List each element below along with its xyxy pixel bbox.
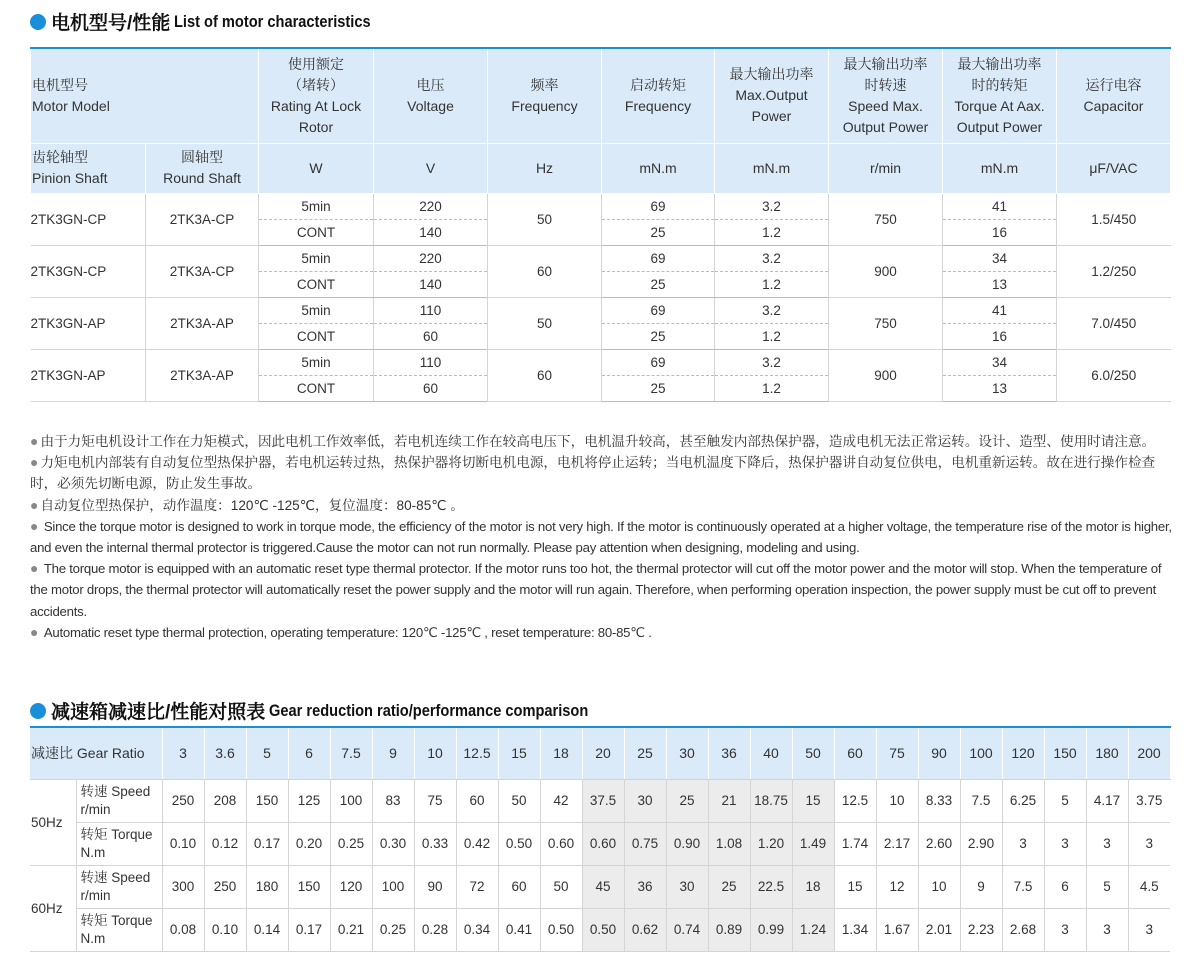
torque-cell: 16: [943, 219, 1057, 245]
value-cell: 0.62: [624, 908, 666, 951]
section-title-zh: 电机型号/性能: [51, 13, 171, 34]
round-model: 2TK3A-CP: [146, 245, 259, 297]
value-cell: 4.5: [1128, 865, 1170, 908]
ratio-cell: 12.5: [456, 727, 498, 779]
speed-cell: 900: [829, 349, 943, 401]
torque-cell: 13: [943, 271, 1057, 297]
value-cell: 150: [246, 779, 288, 822]
rating-cell: 5min: [259, 349, 374, 375]
value-cell: 42: [540, 779, 582, 822]
value-cell: 0.75: [624, 822, 666, 865]
ratio-cell: 180: [1086, 727, 1128, 779]
value-cell: 1.49: [792, 822, 834, 865]
value-cell: 0.21: [330, 908, 372, 951]
voltage-cell: 140: [374, 271, 488, 297]
torque-cell: 34: [943, 245, 1057, 271]
value-cell: 45: [582, 865, 624, 908]
torque-cell: 16: [943, 323, 1057, 349]
value-cell: 0.17: [288, 908, 330, 951]
value-cell: 0.17: [246, 822, 288, 865]
value-cell: 0.10: [162, 822, 204, 865]
torque-cell: 34: [943, 349, 1057, 375]
capacitor-cell: 7.0/450: [1057, 297, 1171, 349]
capacitor-cell: 1.2/250: [1057, 245, 1171, 297]
frequency-cell: 50: [488, 297, 602, 349]
rating-cell: 5min: [259, 297, 374, 323]
value-cell: 3: [1128, 822, 1170, 865]
value-cell: 30: [624, 779, 666, 822]
ratio-cell: 150: [1044, 727, 1086, 779]
value-cell: 0.34: [456, 908, 498, 951]
value-cell: 250: [204, 865, 246, 908]
value-cell: 100: [330, 779, 372, 822]
header-line: 时的转矩: [971, 76, 1028, 93]
value-cell: 1.74: [834, 822, 876, 865]
value-cell: 3: [1128, 908, 1170, 951]
header-line: 时转速: [864, 76, 907, 93]
value-cell: 0.12: [204, 822, 246, 865]
rating-cell: CONT: [259, 323, 374, 349]
header-row: [31, 48, 1171, 143]
value-cell: 60: [498, 865, 540, 908]
header-line: Output Power: [842, 118, 929, 135]
power-cell: 1.2: [715, 219, 829, 245]
header-pinion-shaft: [31, 143, 146, 193]
value-cell: 300: [162, 865, 204, 908]
header-line: Motor Model: [32, 97, 110, 114]
frequency-cell: 60: [488, 245, 602, 297]
round-model: 2TK3A-CP: [146, 193, 259, 245]
start-torque-cell: 25: [602, 375, 715, 401]
pinion-model: 2TK3GN-AP: [31, 297, 146, 349]
value-cell: 15: [792, 779, 834, 822]
value-cell: 1.08: [708, 822, 750, 865]
ratio-cell: 5: [246, 727, 288, 779]
power-cell: 1.2: [715, 323, 829, 349]
unit-cell: mN.m: [602, 143, 715, 193]
header-line: 电压: [416, 76, 445, 93]
bullet-icon: ●: [30, 517, 42, 534]
gear-value-row: [30, 865, 1170, 908]
header-motor-model: [31, 48, 259, 143]
value-cell: 22.5: [750, 865, 792, 908]
value-cell: 90: [414, 865, 456, 908]
value-cell: 30: [666, 865, 708, 908]
pinion-model: 2TK3GN-CP: [31, 193, 146, 245]
header-line: Capacitor: [1083, 97, 1144, 114]
value-cell: 10: [876, 779, 918, 822]
ratio-cell: 3: [162, 727, 204, 779]
gear-ratio-table: [30, 726, 1171, 952]
start-torque-cell: 69: [602, 193, 715, 219]
value-cell: 0.20: [288, 822, 330, 865]
metric-label: 转速 Speed r/min: [76, 779, 162, 822]
value-cell: 0.90: [666, 822, 708, 865]
value-cell: 3: [1002, 822, 1044, 865]
note-item: [30, 622, 1175, 643]
value-cell: 18: [792, 865, 834, 908]
start-torque-cell: 25: [602, 219, 715, 245]
value-cell: 6: [1044, 865, 1086, 908]
gear-ratio-row: [30, 727, 1170, 779]
speed-cell: 750: [829, 193, 943, 245]
ratio-cell: 100: [960, 727, 1002, 779]
value-cell: 1.34: [834, 908, 876, 951]
note-item: [30, 452, 1175, 494]
table-row: [31, 349, 1171, 375]
value-cell: 0.30: [372, 822, 414, 865]
value-cell: 9: [960, 865, 1002, 908]
header-line: Output Power: [956, 118, 1043, 135]
value-cell: 60: [456, 779, 498, 822]
value-cell: 72: [456, 865, 498, 908]
value-cell: 0.14: [246, 908, 288, 951]
ratio-cell: 18: [540, 727, 582, 779]
value-cell: 3: [1044, 908, 1086, 951]
torque-cell: 13: [943, 375, 1057, 401]
value-cell: 12.5: [834, 779, 876, 822]
value-cell: 0.33: [414, 822, 456, 865]
table-row: [31, 193, 1171, 219]
header-rating: [259, 48, 374, 143]
value-cell: 120: [330, 865, 372, 908]
value-cell: 21: [708, 779, 750, 822]
capacitor-cell: 6.0/250: [1057, 349, 1171, 401]
power-cell: 1.2: [715, 375, 829, 401]
power-cell: 3.2: [715, 297, 829, 323]
value-cell: 3.75: [1128, 779, 1170, 822]
value-cell: 0.50: [582, 908, 624, 951]
note-item: [30, 516, 1175, 558]
header-max-power: [715, 48, 829, 143]
unit-cell: mN.m: [715, 143, 829, 193]
gear-ratio-header: 减速比 Gear Ratio: [30, 727, 162, 779]
torque-cell: 41: [943, 193, 1057, 219]
header-line: 最大输出功率: [729, 66, 814, 83]
rating-cell: 5min: [259, 245, 374, 271]
value-cell: 1.24: [792, 908, 834, 951]
value-cell: 0.89: [708, 908, 750, 951]
value-cell: 0.50: [498, 822, 540, 865]
value-cell: 2.68: [1002, 908, 1044, 951]
rating-cell: CONT: [259, 375, 374, 401]
rating-cell: CONT: [259, 219, 374, 245]
power-cell: 3.2: [715, 193, 829, 219]
ratio-cell: 200: [1128, 727, 1170, 779]
value-cell: 25: [708, 865, 750, 908]
voltage-cell: 220: [374, 193, 488, 219]
value-cell: 83: [372, 779, 414, 822]
gear-value-row: [30, 779, 1170, 822]
table-row: [31, 245, 1171, 271]
header-line: 启动转矩: [630, 76, 686, 93]
ratio-cell: 75: [876, 727, 918, 779]
voltage-cell: 220: [374, 245, 488, 271]
value-cell: 3: [1086, 908, 1128, 951]
ratio-cell: 20: [582, 727, 624, 779]
note-item: [30, 558, 1175, 622]
header-line: Max.Output: [735, 87, 808, 104]
header-line: 使用额定: [288, 55, 344, 72]
note-text: 自动复位型热保护，动作温度：120℃ -125℃，复位温度：80-85℃ 。: [40, 497, 464, 513]
value-cell: 125: [288, 779, 330, 822]
unit-cell: W: [259, 143, 374, 193]
voltage-cell: 60: [374, 323, 488, 349]
value-cell: 5: [1086, 865, 1128, 908]
value-cell: 18.75: [750, 779, 792, 822]
value-cell: 4.17: [1086, 779, 1128, 822]
note-text: Since the torque motor is designed to work in torque mode, the efficiency of the motor is not very high. If the motor is continuously operated at a higher voltage, the temperature rise of the motor is higher, and even the internal thermal protector is triggered.Cause the motor can not run normally. Please pay attention when designing, modeling and using.: [30, 518, 1172, 556]
unit-cell: V: [374, 143, 488, 193]
unit-row: [31, 143, 1171, 193]
header-line: 齿轮轴型: [32, 149, 88, 165]
value-cell: 12: [876, 865, 918, 908]
bullet-icon: ●: [30, 433, 39, 449]
speed-cell: 750: [829, 297, 943, 349]
ratio-cell: 50: [792, 727, 834, 779]
header-line: Frequency: [511, 97, 578, 114]
ratio-cell: 15: [498, 727, 540, 779]
value-cell: 0.60: [582, 822, 624, 865]
value-cell: 75: [414, 779, 456, 822]
header-round-shaft: [146, 143, 259, 193]
section-title-en: Gear reduction ratio/performance comparison: [269, 700, 589, 720]
value-cell: 6.25: [1002, 779, 1044, 822]
header-line: Speed Max.: [848, 97, 923, 114]
value-cell: 50: [498, 779, 540, 822]
value-cell: 1.20: [750, 822, 792, 865]
header-line: Frequency: [624, 97, 692, 114]
rating-cell: 5min: [259, 193, 374, 219]
header-frequency: [488, 48, 602, 143]
motor-characteristics-table: [30, 47, 1171, 402]
value-cell: 2.23: [960, 908, 1002, 951]
pinion-model: 2TK3GN-CP: [31, 245, 146, 297]
voltage-cell: 110: [374, 297, 488, 323]
power-cell: 3.2: [715, 245, 829, 271]
value-cell: 3: [1086, 822, 1128, 865]
value-cell: 0.25: [372, 908, 414, 951]
header-line: 圆轴型: [181, 149, 223, 165]
rating-cell: CONT: [259, 271, 374, 297]
bullet-dot-icon: [30, 14, 46, 30]
metric-label: 转矩 Torque N.m: [76, 822, 162, 865]
ratio-cell: 60: [834, 727, 876, 779]
value-cell: 2.60: [918, 822, 960, 865]
pinion-model: 2TK3GN-AP: [31, 349, 146, 401]
ratio-cell: 3.6: [204, 727, 246, 779]
bullet-icon: ●: [30, 496, 39, 513]
note-text: 由于力矩电机设计工作在力矩模式，因此电机工作效率低，若电机连续工作在较高电压下，电机温升较高，甚至触发内部热保护器，造成电机无法正常运转。设计、造型、使用时请注意。: [40, 434, 1156, 449]
ratio-cell: 9: [372, 727, 414, 779]
notes-block: [30, 431, 1175, 643]
note-text: The torque motor is equipped with an automatic reset type thermal protector. If the motor runs too hot, the thermal protector will cut off the motor power and the motor will stop. When the temperature of the motor drops, the thermal protector will automatically reset the power supply and the motor will run again. Therefore, when performing operation inspection, the power supply must be cut off to prevent accidents.: [30, 561, 1162, 619]
round-model: 2TK3A-AP: [146, 297, 259, 349]
power-cell: 1.2: [715, 271, 829, 297]
value-cell: 2.90: [960, 822, 1002, 865]
unit-cell: Hz: [488, 143, 602, 193]
ratio-cell: 10: [414, 727, 456, 779]
voltage-cell: 110: [374, 349, 488, 375]
value-cell: 8.33: [918, 779, 960, 822]
round-model: 2TK3A-AP: [146, 349, 259, 401]
header-line: 电机型号: [32, 76, 88, 93]
ratio-cell: 36: [708, 727, 750, 779]
voltage-cell: 60: [374, 375, 488, 401]
value-cell: 5: [1044, 779, 1086, 822]
ratio-cell: 90: [918, 727, 960, 779]
header-line: （堵转）: [288, 76, 344, 93]
note-item: [30, 495, 1175, 516]
value-cell: 0.28: [414, 908, 456, 951]
frequency-cell: 50: [488, 193, 602, 245]
value-cell: 0.50: [540, 908, 582, 951]
note-text: 力矩电机内部装有自动复位型热保护器，若电机运转过热，热保护器将切断电机电源，电机将停止运转；当电机温度下降后，热保护器讲自动复位供电，电机重新运转。故在进行操作检查时，必须先切断电源，防止发生事故。: [30, 455, 1156, 492]
section-title-zh: 减速箱减速比/性能对照表: [51, 702, 266, 723]
header-line: 频率: [530, 76, 559, 93]
value-cell: 1.67: [876, 908, 918, 951]
ratio-cell: 40: [750, 727, 792, 779]
bullet-icon: ●: [30, 623, 42, 640]
value-cell: 7.5: [1002, 865, 1044, 908]
header-line: Round Shaft: [163, 170, 241, 186]
ratio-cell: 25: [624, 727, 666, 779]
ratio-cell: 30: [666, 727, 708, 779]
value-cell: 37.5: [582, 779, 624, 822]
bullet-icon: ●: [30, 560, 42, 577]
capacitor-cell: 1.5/450: [1057, 193, 1171, 245]
header-line: 最大输出功率: [957, 55, 1042, 72]
unit-cell: r/min: [829, 143, 943, 193]
header-line: Power: [751, 108, 792, 125]
value-cell: 7.5: [960, 779, 1002, 822]
header-capacitor: [1057, 48, 1171, 143]
value-cell: 0.74: [666, 908, 708, 951]
value-cell: 0.99: [750, 908, 792, 951]
unit-cell: μF/VAC: [1057, 143, 1171, 193]
value-cell: 2.17: [876, 822, 918, 865]
header-line: 运行电容: [1085, 76, 1142, 93]
header-voltage: [374, 48, 488, 143]
section-title-motor: [30, 8, 403, 35]
start-torque-cell: 25: [602, 271, 715, 297]
start-torque-cell: 69: [602, 297, 715, 323]
header-line: Pinion Shaft: [32, 170, 108, 186]
metric-label: 转速 Speed r/min: [76, 865, 162, 908]
header-line: 最大输出功率: [843, 55, 928, 72]
frequency-cell: 60: [488, 349, 602, 401]
header-start-torque: [602, 48, 715, 143]
header-torque: [943, 48, 1057, 143]
gear-value-row: [30, 822, 1170, 865]
header-line: Rating At Lock: [270, 97, 362, 114]
start-torque-cell: 69: [602, 245, 715, 271]
header-line: Voltage: [407, 97, 454, 114]
table-row: [31, 297, 1171, 323]
value-cell: 0.10: [204, 908, 246, 951]
voltage-cell: 140: [374, 219, 488, 245]
torque-cell: 41: [943, 297, 1057, 323]
ratio-cell: 120: [1002, 727, 1044, 779]
metric-label: 转矩 Torque N.m: [76, 908, 162, 951]
value-cell: 0.08: [162, 908, 204, 951]
value-cell: 0.60: [540, 822, 582, 865]
start-torque-cell: 25: [602, 323, 715, 349]
section-title-gear: [30, 697, 641, 724]
unit-cell: mN.m: [943, 143, 1057, 193]
speed-cell: 900: [829, 245, 943, 297]
frequency-label: 50Hz: [30, 779, 76, 865]
frequency-label: 60Hz: [30, 865, 76, 951]
value-cell: 15: [834, 865, 876, 908]
section-title-en: List of motor characteristics: [174, 11, 371, 31]
power-cell: 3.2: [715, 349, 829, 375]
start-torque-cell: 69: [602, 349, 715, 375]
value-cell: 50: [540, 865, 582, 908]
value-cell: 36: [624, 865, 666, 908]
bullet-icon: ●: [30, 454, 39, 471]
value-cell: 250: [162, 779, 204, 822]
value-cell: 25: [666, 779, 708, 822]
value-cell: 208: [204, 779, 246, 822]
value-cell: 100: [372, 865, 414, 908]
value-cell: 0.42: [456, 822, 498, 865]
value-cell: 150: [288, 865, 330, 908]
bullet-dot-icon: [30, 703, 46, 719]
value-cell: 10: [918, 865, 960, 908]
note-item: [30, 431, 1175, 452]
header-speed: [829, 48, 943, 143]
ratio-cell: 7.5: [330, 727, 372, 779]
value-cell: 0.25: [330, 822, 372, 865]
gear-value-row: [30, 908, 1170, 951]
header-line: Torque At Aax.: [954, 97, 1045, 114]
note-text: Automatic reset type thermal protection, operating temperature: 120℃ -125℃ , reset temperature: 80-85℃ .: [43, 624, 652, 640]
value-cell: 2.01: [918, 908, 960, 951]
ratio-cell: 6: [288, 727, 330, 779]
value-cell: 3: [1044, 822, 1086, 865]
value-cell: 180: [246, 865, 288, 908]
value-cell: 0.41: [498, 908, 540, 951]
header-line: Rotor: [298, 118, 334, 135]
